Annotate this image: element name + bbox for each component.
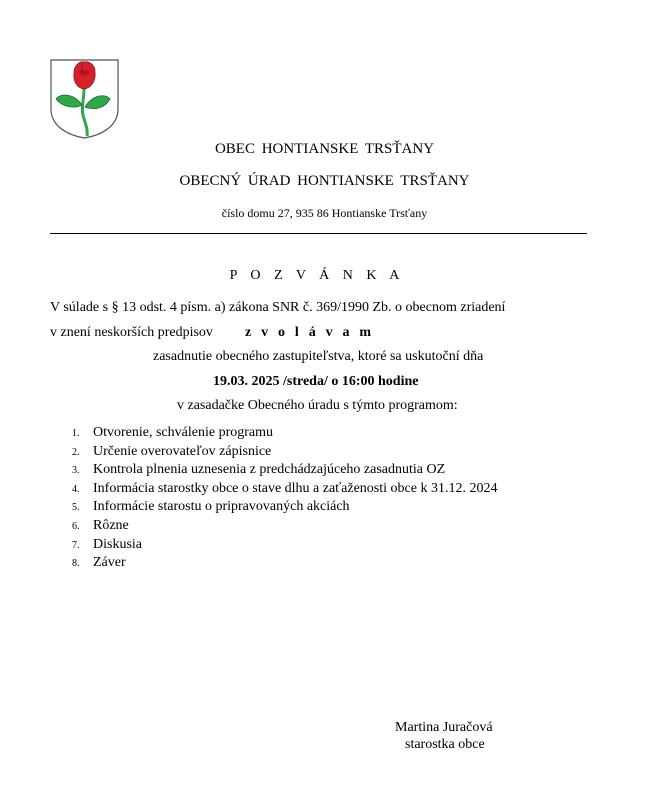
coat-of-arms-rose-icon — [50, 59, 119, 139]
legal-basis-continuation: v znení neskorších predpisov — [50, 325, 213, 340]
signer-role: starostka obce — [405, 737, 485, 752]
agenda-item-number: 3. — [72, 465, 80, 477]
agenda-item-text: Otvorenie, schválenie programu — [93, 425, 273, 440]
document-title: P O Z V Á N K A — [229, 268, 405, 283]
agenda-item — [72, 553, 612, 572]
meeting-datetime: 19.03. 2025 /streda/ o 16:00 hodine — [213, 374, 419, 389]
agenda-item — [72, 479, 612, 498]
convene-emphasis: z v o l á v a m — [245, 325, 375, 340]
meeting-description: zasadnutie obecného zastupiteľstva, ktoré sa uskutoční dňa — [153, 349, 484, 364]
agenda-item-text: Diskusia — [93, 536, 142, 552]
agenda-item — [72, 497, 612, 516]
agenda-item — [72, 442, 612, 461]
agenda-list — [72, 423, 612, 572]
agenda-item-number: 6. — [72, 520, 80, 532]
agenda-item-text: Informácia starostky obce o stave dlhu a zaťaženosti obce k 31.12. 2024 — [93, 480, 498, 496]
agenda-item-number: 8. — [72, 558, 80, 570]
agenda-item-number: 2. — [72, 446, 80, 458]
agenda-item-text: Záver — [93, 555, 126, 571]
agenda-item — [72, 423, 612, 442]
agenda-item — [72, 516, 612, 535]
agenda-item-text: Rôzne — [93, 517, 129, 533]
agenda-item-text: Kontrola plnenia uznesenia z predchádzajúceho zasadnutia OZ — [93, 462, 446, 478]
office-address: číslo domu 27, 935 86 Hontianske Trsťany — [221, 206, 428, 220]
office-heading: OBECNÝ ÚRAD HONTIANSKE TRSŤANY — [179, 173, 470, 189]
agenda-item-number: 4. — [72, 483, 80, 495]
agenda-item-text: Určenie overovateľov zápisnice — [93, 443, 272, 459]
agenda-item-number: 1. — [72, 428, 80, 439]
agenda-item — [72, 535, 612, 554]
municipality-heading: OBEC HONTIANSKE TRSŤANY — [214, 141, 435, 157]
header-divider — [50, 233, 587, 234]
signer-name: Martina Juračová — [395, 720, 493, 735]
legal-basis-line: V súlade s § 13 odst. 4 písm. a) zákona SNR č. 369/1990 Zb. o obecnom zriadení — [50, 300, 506, 315]
agenda-item-text: Informácie starostu o pripravovaných akciách — [93, 499, 350, 515]
meeting-location: v zasadačke Obecného úradu s týmto programom: — [177, 398, 458, 413]
agenda-item-number: 7. — [72, 539, 80, 551]
agenda-item — [72, 460, 612, 479]
agenda-item-number: 5. — [72, 502, 80, 514]
